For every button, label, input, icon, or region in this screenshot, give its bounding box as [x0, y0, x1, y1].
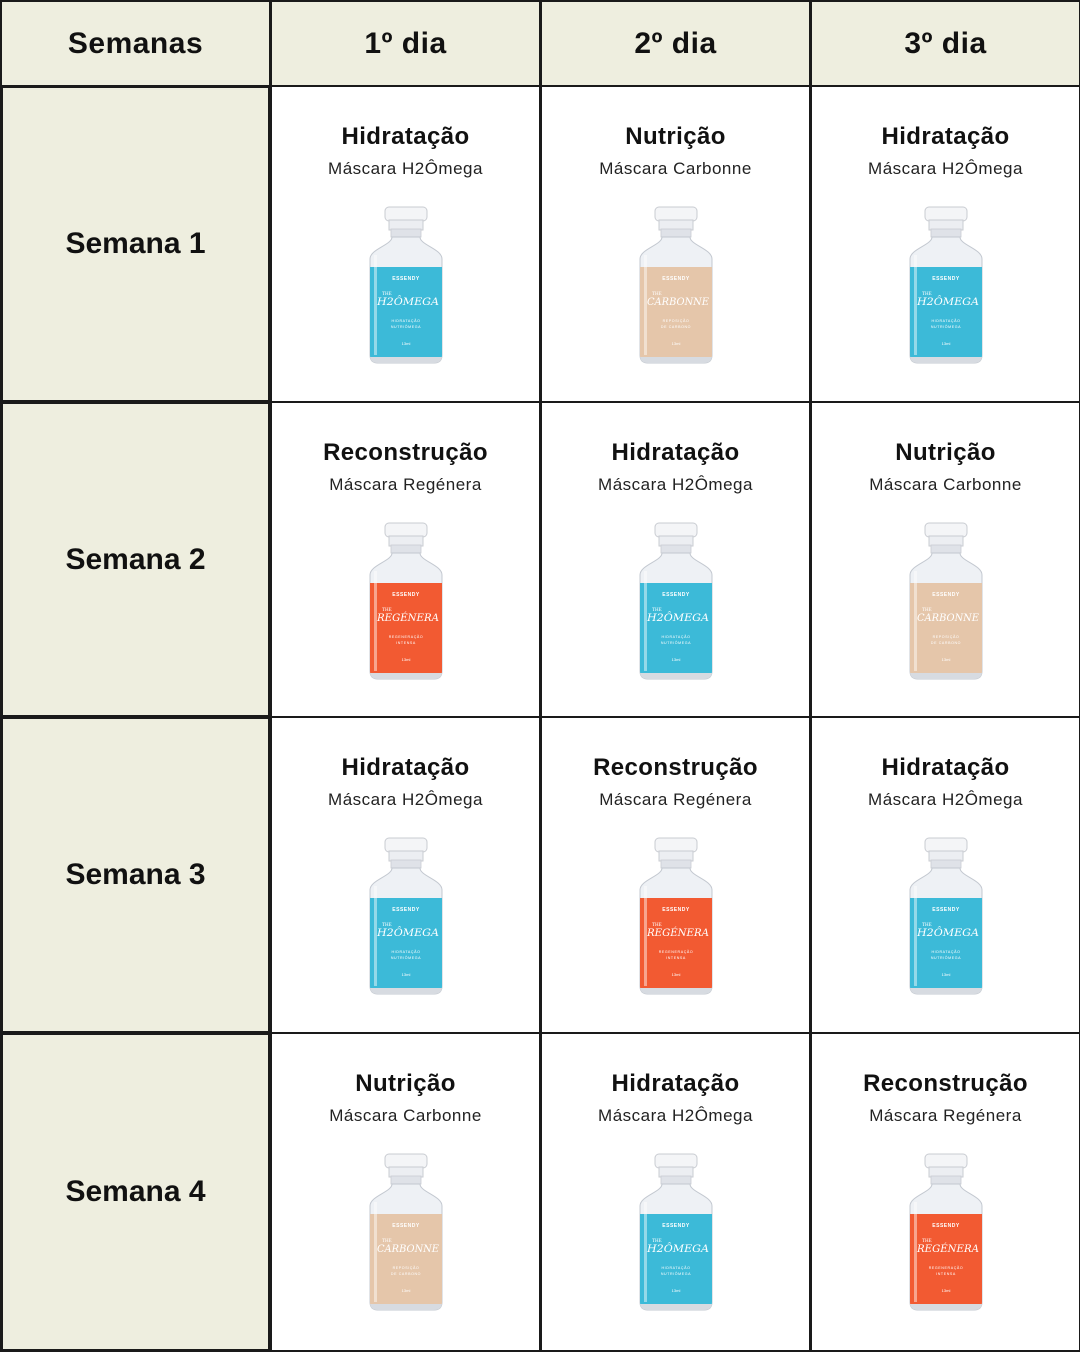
svg-text:HIDRATAÇÃO: HIDRATAÇÃO [660, 635, 691, 639]
treatment-name: Hidratação [341, 123, 470, 150]
week-1-day-2 [540, 85, 811, 403]
week-4-day-3 [810, 1032, 1080, 1352]
mask-name: Máscara Carbonne [599, 159, 752, 178]
svg-text:CARBONNE: CARBONNE [376, 1244, 440, 1255]
mask-name: Máscara H2Ômega [598, 1106, 753, 1125]
svg-text:ESSENDY: ESSENDY [391, 592, 420, 598]
svg-text:H2ÔMEGA: H2ÔMEGA [376, 297, 433, 308]
svg-text:REGÉNERA: REGÉNERA [646, 928, 708, 939]
treatment-name: Nutrição [625, 123, 726, 150]
mask-name: Máscara Carbonne [329, 1106, 482, 1125]
svg-text:THE: THE [651, 1239, 662, 1244]
svg-text:NUTRIÔMEGA: NUTRIÔMEGA [930, 956, 961, 960]
svg-text:NUTRIÔMEGA: NUTRIÔMEGA [390, 956, 421, 960]
svg-text:NUTRIÔMEGA: NUTRIÔMEGA [660, 1272, 691, 1276]
svg-text:H2ÔMEGA: H2ÔMEGA [376, 928, 433, 939]
svg-text:THE: THE [651, 923, 662, 928]
week-4-label-cell [0, 1032, 271, 1352]
week-3-day-2 [540, 716, 811, 1034]
week-2-label-cell [0, 401, 271, 718]
svg-text:THE: THE [651, 608, 662, 613]
week-label: Semana 4 [65, 1175, 206, 1208]
product-vial-icon [636, 521, 716, 686]
week-2-day-2 [540, 401, 811, 718]
svg-text:THE: THE [921, 923, 932, 928]
treatment-name: Hidratação [881, 754, 1010, 781]
treatment-name: Hidratação [611, 1070, 740, 1097]
treatment-name: Hidratação [341, 754, 470, 781]
header-day-2-label: 2º dia [634, 26, 717, 60]
svg-text:REPOSIÇÃO: REPOSIÇÃO [392, 1266, 419, 1270]
product-vial-icon [366, 836, 446, 1001]
svg-text:DE CARBONO: DE CARBONO [390, 1272, 421, 1276]
mask-name: Máscara Regénera [329, 475, 482, 494]
svg-text:REGENERAÇÃO: REGENERAÇÃO [388, 635, 423, 639]
mask-name: Máscara Regénera [869, 1106, 1022, 1125]
svg-text:ESSENDY: ESSENDY [391, 276, 420, 282]
svg-text:ESSENDY: ESSENDY [661, 1223, 690, 1229]
svg-text:13ml: 13ml [941, 1288, 950, 1293]
week-3-day-1 [270, 716, 541, 1034]
week-1-label-cell [0, 85, 271, 403]
svg-text:THE: THE [381, 923, 392, 928]
svg-text:13ml: 13ml [671, 657, 680, 662]
svg-text:H2ÔMEGA: H2ÔMEGA [646, 1244, 703, 1255]
product-vial-icon [366, 1152, 446, 1317]
treatment-name: Reconstrução [323, 439, 488, 466]
svg-text:REPOSIÇÃO: REPOSIÇÃO [932, 635, 959, 639]
svg-text:REGENERAÇÃO: REGENERAÇÃO [928, 1266, 963, 1270]
product-vial-icon [906, 836, 986, 1001]
week-1-day-3 [810, 85, 1080, 403]
svg-text:ESSENDY: ESSENDY [931, 592, 960, 598]
week-4-day-1 [270, 1032, 541, 1352]
product-vial-icon [636, 205, 716, 370]
mask-name: Máscara H2Ômega [598, 475, 753, 494]
svg-text:THE: THE [651, 292, 662, 297]
week-2-day-1 [270, 401, 541, 718]
svg-text:13ml: 13ml [941, 972, 950, 977]
week-1-day-1 [270, 85, 541, 403]
svg-text:REPOSIÇÃO: REPOSIÇÃO [662, 319, 689, 323]
svg-text:THE: THE [921, 292, 932, 297]
svg-text:ESSENDY: ESSENDY [661, 276, 690, 282]
product-vial-icon [906, 205, 986, 370]
svg-text:ESSENDY: ESSENDY [931, 907, 960, 913]
mask-name: Máscara H2Ômega [328, 159, 483, 178]
mask-name: Máscara Carbonne [869, 475, 1022, 494]
treatment-name: Reconstrução [593, 754, 758, 781]
week-label: Semana 1 [65, 227, 206, 260]
week-3-label-cell [0, 716, 271, 1034]
svg-text:13ml: 13ml [671, 1288, 680, 1293]
svg-text:ESSENDY: ESSENDY [391, 907, 420, 913]
product-vial-icon [366, 521, 446, 686]
svg-text:INTENSA: INTENSA [665, 956, 686, 960]
header-weeks [0, 0, 271, 87]
svg-text:NUTRIÔMEGA: NUTRIÔMEGA [930, 325, 961, 329]
svg-text:13ml: 13ml [671, 972, 680, 977]
svg-text:HIDRATAÇÃO: HIDRATAÇÃO [930, 319, 961, 323]
week-2-day-3 [810, 401, 1080, 718]
header-day-3-label: 3º dia [904, 26, 987, 60]
svg-text:H2ÔMEGA: H2ÔMEGA [916, 297, 973, 308]
svg-text:ESSENDY: ESSENDY [931, 276, 960, 282]
svg-text:HIDRATAÇÃO: HIDRATAÇÃO [390, 950, 421, 954]
svg-text:REGÉNERA: REGÉNERA [376, 613, 438, 624]
svg-text:13ml: 13ml [941, 657, 950, 662]
svg-text:THE: THE [921, 1239, 932, 1244]
svg-text:CARBONNE: CARBONNE [646, 297, 710, 308]
svg-text:ESSENDY: ESSENDY [661, 907, 690, 913]
mask-name: Máscara H2Ômega [868, 790, 1023, 809]
treatment-name: Hidratação [611, 439, 740, 466]
product-vial-icon [906, 521, 986, 686]
svg-text:13ml: 13ml [401, 1288, 410, 1293]
header-day-1-label: 1º dia [364, 26, 447, 60]
week-label: Semana 2 [65, 542, 206, 576]
svg-text:CARBONNE: CARBONNE [916, 613, 980, 624]
svg-text:HIDRATAÇÃO: HIDRATAÇÃO [930, 950, 961, 954]
svg-text:HIDRATAÇÃO: HIDRATAÇÃO [660, 1266, 691, 1270]
svg-text:THE: THE [381, 608, 392, 613]
svg-text:H2ÔMEGA: H2ÔMEGA [646, 613, 703, 624]
mask-name: Máscara H2Ômega [328, 790, 483, 809]
product-vial-icon [636, 836, 716, 1001]
svg-text:13ml: 13ml [401, 341, 410, 346]
treatment-name: Hidratação [881, 123, 1010, 150]
treatment-name: Nutrição [355, 1070, 456, 1097]
svg-text:INTENSA: INTENSA [935, 1272, 956, 1276]
svg-text:THE: THE [381, 1239, 392, 1244]
svg-text:NUTRIÔMEGA: NUTRIÔMEGA [390, 325, 421, 329]
header-day-3 [810, 0, 1080, 87]
svg-text:ESSENDY: ESSENDY [391, 1223, 420, 1229]
week-4-day-2 [540, 1032, 811, 1352]
svg-text:DE CARBONO: DE CARBONO [660, 325, 691, 329]
svg-text:13ml: 13ml [401, 657, 410, 662]
mask-name: Máscara Regénera [599, 790, 752, 809]
svg-text:ESSENDY: ESSENDY [661, 592, 690, 598]
svg-text:INTENSA: INTENSA [395, 641, 416, 645]
svg-text:HIDRATAÇÃO: HIDRATAÇÃO [390, 319, 421, 323]
product-vial-icon [906, 1152, 986, 1317]
product-vial-icon [636, 1152, 716, 1317]
svg-text:REGÉNERA: REGÉNERA [916, 1244, 978, 1255]
svg-text:REGENERAÇÃO: REGENERAÇÃO [658, 950, 693, 954]
svg-text:DE CARBONO: DE CARBONO [930, 641, 961, 645]
svg-text:NUTRIÔMEGA: NUTRIÔMEGA [660, 641, 691, 645]
week-label: Semana 3 [65, 858, 206, 891]
svg-text:ESSENDY: ESSENDY [931, 1223, 960, 1229]
header-weeks-label: Semanas [67, 26, 204, 60]
treatment-name: Nutrição [895, 439, 996, 466]
treatment-name: Reconstrução [863, 1070, 1028, 1097]
mask-name: Máscara H2Ômega [868, 159, 1023, 178]
svg-text:THE: THE [381, 292, 392, 297]
svg-text:13ml: 13ml [941, 341, 950, 346]
header-day-2 [540, 0, 811, 87]
svg-text:13ml: 13ml [671, 341, 680, 346]
svg-text:THE: THE [921, 608, 932, 613]
svg-text:13ml: 13ml [401, 972, 410, 977]
svg-text:H2ÔMEGA: H2ÔMEGA [916, 928, 973, 939]
product-vial-icon [366, 205, 446, 370]
week-3-day-3 [810, 716, 1080, 1034]
header-day-1 [270, 0, 541, 87]
